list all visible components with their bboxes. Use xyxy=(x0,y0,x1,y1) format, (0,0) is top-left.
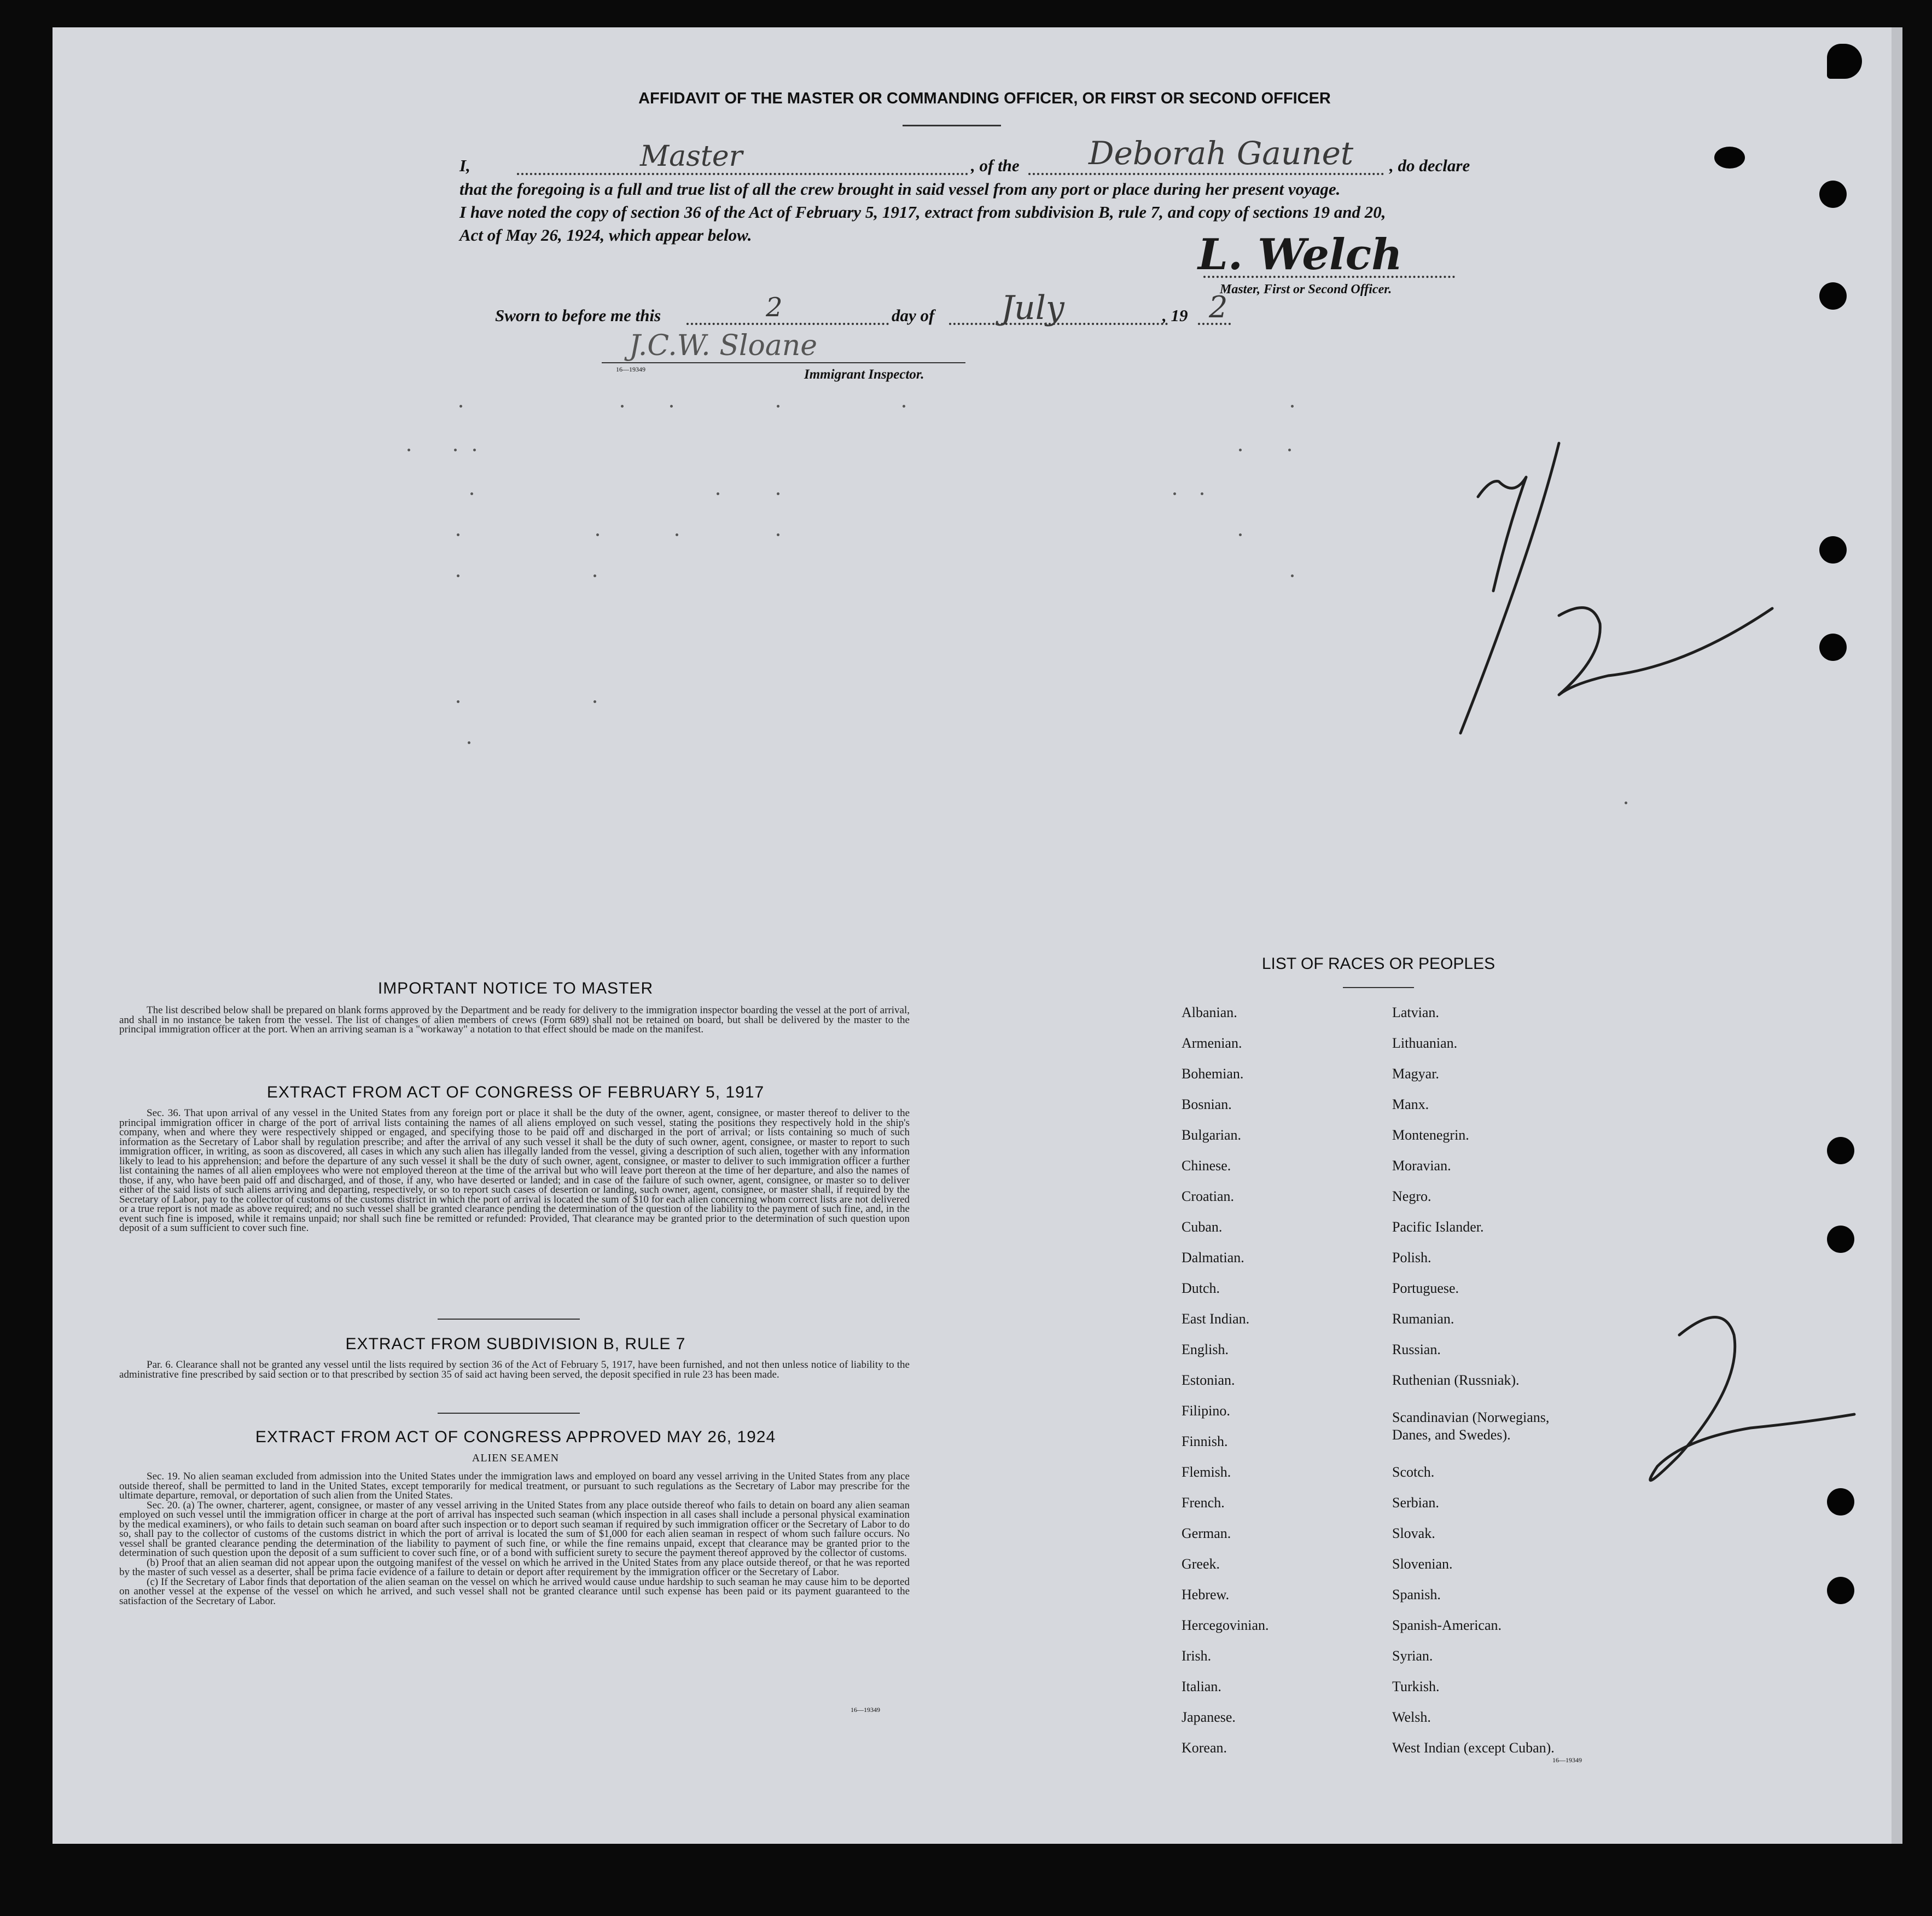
handwritten-officer: Master xyxy=(640,140,743,173)
race-item: Cuban. xyxy=(1182,1219,1223,1235)
notices-form-number: 16—19349 xyxy=(851,1706,880,1714)
races-title: LIST OF RACES OR PEOPLES xyxy=(1261,955,1495,973)
handwritten-page-number xyxy=(1625,1302,1865,1488)
handwritten-inspector-signature: J.C.W. Sloane xyxy=(629,329,818,362)
affidavit-form-number: 16—19349 xyxy=(616,365,645,373)
extract-1924-body xyxy=(119,1472,910,1606)
punch-hole xyxy=(1827,1488,1854,1516)
race-item: Japanese. xyxy=(1182,1709,1236,1725)
race-item: Montenegrin. xyxy=(1392,1127,1469,1143)
race-item: Syrian. xyxy=(1392,1648,1433,1664)
race-item: Portuguese. xyxy=(1392,1280,1459,1296)
handwritten-year: 2 xyxy=(1209,290,1228,324)
punch-hole xyxy=(1714,147,1745,169)
handwritten-signature: L. Welch xyxy=(1198,230,1403,280)
do-declare-label: , do declare xyxy=(1389,156,1470,175)
punch-hole xyxy=(1819,181,1847,208)
race-item: Negro. xyxy=(1392,1188,1431,1204)
year-prefix: , 19 xyxy=(1162,306,1188,325)
race-item: Hercegovinian. xyxy=(1182,1617,1269,1633)
vessel-blank-line xyxy=(1028,173,1384,175)
race-item: Armenian. xyxy=(1182,1035,1242,1051)
punch-hole xyxy=(1819,282,1847,310)
race-item: Italian. xyxy=(1182,1679,1221,1694)
sec-20b-paragraph: (b) Proof that an alien seaman did not appear upon the outgoing manifest of the vessel on which he arrived in the United States from any place outside thereof, or that he was reported by the master of such vessel as a deserter, shall be prima facie evidence of a failure to detain or deport after requirement by the immigration officer or the Secretary of Labor. xyxy=(119,1557,910,1578)
day-of-label: day of xyxy=(892,306,935,325)
race-item: Manx. xyxy=(1392,1096,1429,1112)
punch-hole xyxy=(1827,1226,1854,1253)
race-item: Estonian. xyxy=(1182,1372,1235,1388)
race-item: Ruthenian (Russniak). xyxy=(1392,1372,1520,1388)
signature-caption: Master, First or Second Officer. xyxy=(1220,282,1392,297)
races-form-number: 16—19349 xyxy=(1552,1756,1582,1764)
alien-seamen-subtitle: ALIEN SEAMEN xyxy=(472,1452,560,1464)
race-item: Rumanian. xyxy=(1392,1311,1454,1327)
race-item: Scotch. xyxy=(1392,1464,1435,1480)
notice-body: The list described below shall be prepared on blank forms approved by the Department and be ready for delivery to the immigration inspector boarding the vessel at the port of arrival, and shall in no instance be taken from the vessel. The list of changes of alien members of crews (Form 689) shall not be retained on board, but shall be delivered by the master to the principal immigration officer at the port. When an arriving seaman is a "workaway" a notation to that effect should be made on the manifest. xyxy=(119,1005,910,1035)
sec-20a-paragraph: Sec. 20. (a) The owner, charterer, agent, consignee, or master of any vessel arriving in the United States from any place outside thereof who fails to detain on board any alien seaman employed on such vessel until the immigration officer in charge at the port of arrival has inspected such seaman (which inspection in all cases shall include a personal physical examination by the medical examiners), or who fails to detain such seaman on board after such inspection or to deport such seaman if required by such immigration officer or the Secretary of Labor to do so, shall pay to the collector of customs of the customs district in which the port of arrival is located the sum of $1,000 for each alien seaman in respect of whom such failure occurs. No vessel shall be granted clearance pending the determination of the liability to payment of such fine, or while the fine remains unpaid, except that clearance may be granted prior to the determination of such question upon the deposit of a sum sufficient to cover such fine, or of a bond with sufficient surety to secure the payment thereof approved by the collector of customs. xyxy=(119,1499,910,1559)
race-item: Slovenian. xyxy=(1392,1556,1453,1572)
divider xyxy=(438,1413,580,1414)
punch-hole xyxy=(1819,536,1847,564)
affidavit-body-line-1: that the foregoing is a full and true list of all the crew brought in said vessel from any port or place during her present voyage. xyxy=(459,179,1341,199)
affidavit-body-line-3: Act of May 26, 1924, which appear below. xyxy=(459,225,752,245)
extract-1917-title: EXTRACT FROM ACT OF CONGRESS OF FEBRUARY 5, 1917 xyxy=(266,1083,765,1101)
race-item: Dutch. xyxy=(1182,1280,1220,1296)
race-item: Scandinavian (Norwegians, xyxy=(1392,1409,1550,1425)
handwritten-fraction xyxy=(1444,427,1783,755)
race-item: Spanish. xyxy=(1392,1587,1441,1603)
race-item: Bosnian. xyxy=(1182,1096,1232,1112)
race-item: Greek. xyxy=(1182,1556,1220,1572)
race-item: Albanian. xyxy=(1182,1005,1237,1020)
sec-20c-paragraph: (c) If the Secretary of Labor finds that deportation of the alien seaman on the vessel on which he arrived would cause undue hardship to such seaman he may cause him to be deported on another vessel at the expense of the vessel on which he arrived, and such vessel shall not be granted clearance until such expense has been paid or its payment guaranteed to the satisfaction of the Secretary of Labor. xyxy=(119,1576,910,1607)
race-item: Magyar. xyxy=(1392,1066,1439,1082)
race-item: Finnish. xyxy=(1182,1433,1228,1449)
race-item: German. xyxy=(1182,1525,1231,1541)
i-label: I, xyxy=(459,156,470,175)
race-item: Pacific Islander. xyxy=(1392,1219,1484,1235)
race-item: Welsh. xyxy=(1392,1709,1431,1725)
punch-hole xyxy=(1827,1577,1854,1604)
race-item: Turkish. xyxy=(1392,1679,1440,1694)
race-item: Dalmatian. xyxy=(1182,1250,1244,1265)
extract-rule7-body: Par. 6. Clearance shall not be granted any vessel until the lists required by section 36 of the Act of February 5, 1917, have been furnished, and not then unless notice of liability to the administrative fine prescribed by said section or to that prescribed by section 35 of said act having been served, the deposit specified in rule 23 has been made. xyxy=(119,1359,910,1380)
handwritten-day: 2 xyxy=(766,292,783,323)
punch-hole xyxy=(1827,1137,1854,1164)
race-item: Irish. xyxy=(1182,1648,1212,1664)
extract-1917-body: Sec. 36. That upon arrival of any vessel in the United States from any foreign port or place it shall be the duty of the owner, agent, consignee, or master thereof to deliver to the principal immigration officer in charge of the port of arrival lists containing the names of all aliens employed on such vessel, stating the positions they respectively hold in the ship's company, when and where they were respectively shipped or engaged, and specifying those to be paid off and discharged in the port of arrival; or lists containing so much of such information as the Secretary of Labor shall by regulation prescribe; and after the arrival of any such vessel it shall be the duty of such owner, agent, consignee, or master to report to such immigration officer, in writing, as soon as discovered, all cases in which any such alien has illegally landed from the vessel, giving a description of such alien, together with any information likely to lead to his apprehension; and before the departure of any such vessel it shall be the duty of such owner, agent, consignee, or master to deliver to such immigration officer a further list containing the names of all alien employees who were not employed thereon at the time of the arrival but who will leave port thereon at the time of her departure, and also the names of those, if any, who have been paid off and discharged, and of those, if any, who have deserted or landed; and in case of the failure of such owner, agent, consignee, or master so to deliver either of the said lists of such aliens arriving and departing, respectively, or so to report such cases of desertion or landing, such owner, agent, consignee, or master shall, if required by the Secretary of Labor, pay to the collector of customs of the customs district in which the port of arrival is located the sum of $10 for each alien concerning whom correct lists are not delivered or a true report is not made as above required; and no such vessel shall be granted clearance pending the determination of the question of the liability to the payment of such fine, and, in the event such fine is imposed, while it remains unpaid; nor shall such fine be remitted or refunded: Provided, That clearance may be granted prior to the determination of such question upon deposit of a sum sufficient to cover such fine. xyxy=(119,1107,910,1234)
officer-blank-line xyxy=(517,173,968,175)
of-the-label: , of the xyxy=(971,156,1020,175)
race-item: Bohemian. xyxy=(1182,1066,1244,1082)
race-item: Slovak. xyxy=(1392,1525,1435,1541)
race-item: French. xyxy=(1182,1495,1225,1511)
race-item: Russian. xyxy=(1392,1342,1441,1357)
race-item: Filipino. xyxy=(1182,1403,1230,1419)
race-item: Croatian. xyxy=(1182,1188,1235,1204)
extract-1924-title: EXTRACT FROM ACT OF CONGRESS APPROVED MAY 26, 1924 xyxy=(255,1428,776,1446)
punch-hole xyxy=(1819,634,1847,661)
race-item: Latvian. xyxy=(1392,1005,1439,1020)
race-item: Polish. xyxy=(1392,1250,1431,1265)
sworn-label: Sworn to before me this xyxy=(495,306,661,325)
race-item: East Indian. xyxy=(1182,1311,1250,1327)
races-title-underline xyxy=(1343,987,1414,988)
race-item: Hebrew. xyxy=(1182,1587,1230,1603)
race-item: Bulgarian. xyxy=(1182,1127,1242,1143)
race-item: Spanish-American. xyxy=(1392,1617,1502,1633)
handwritten-month: July xyxy=(1001,289,1064,327)
race-item: Lithuanian. xyxy=(1392,1035,1458,1051)
title-underline xyxy=(903,125,1001,126)
fraction-two xyxy=(1559,608,1772,695)
affidavit-body-line-2: I have noted the copy of section 36 of the Act of February 5, 1917, extract from subdivision B, rule 7, and copy of sections 19 and 20, xyxy=(459,202,1386,222)
race-item: Flemish. xyxy=(1182,1464,1231,1480)
corner-tear xyxy=(1827,44,1862,79)
race-item: Serbian. xyxy=(1392,1495,1439,1511)
handwritten-vessel: Deborah Gaunet xyxy=(1089,135,1354,172)
inspector-caption: Immigrant Inspector. xyxy=(804,367,924,382)
affidavit-title: AFFIDAVIT OF THE MASTER OR COMMANDING OFFICER, OR FIRST OR SECOND OFFICER xyxy=(638,90,1331,107)
divider xyxy=(438,1319,580,1320)
race-item: English. xyxy=(1182,1342,1229,1357)
race-item-continuation: Danes, and Swedes). xyxy=(1392,1427,1511,1443)
sheet-edge xyxy=(1892,27,1902,1844)
race-item: West Indian (except Cuban). xyxy=(1392,1740,1555,1756)
sec-19-paragraph: Sec. 19. No alien seaman excluded from admission into the United States under the immigration laws and employed on board any vessel arriving in the United States from any place outside thereof, shall be permitted to land in the United States, except temporarily for medical treatment, or pursuant to such regulations as the Secretary of Labor may prescribe for the ultimate departure, removal, or deportation of such alien from the United States. xyxy=(119,1471,910,1501)
race-item: Chinese. xyxy=(1182,1158,1231,1174)
day-blank-line xyxy=(686,323,889,325)
notice-title: IMPORTANT NOTICE TO MASTER xyxy=(377,979,654,997)
extract-rule7-title: EXTRACT FROM SUBDIVISION B, RULE 7 xyxy=(345,1335,686,1353)
race-item: Moravian. xyxy=(1392,1158,1451,1174)
race-item: Korean. xyxy=(1182,1740,1227,1756)
